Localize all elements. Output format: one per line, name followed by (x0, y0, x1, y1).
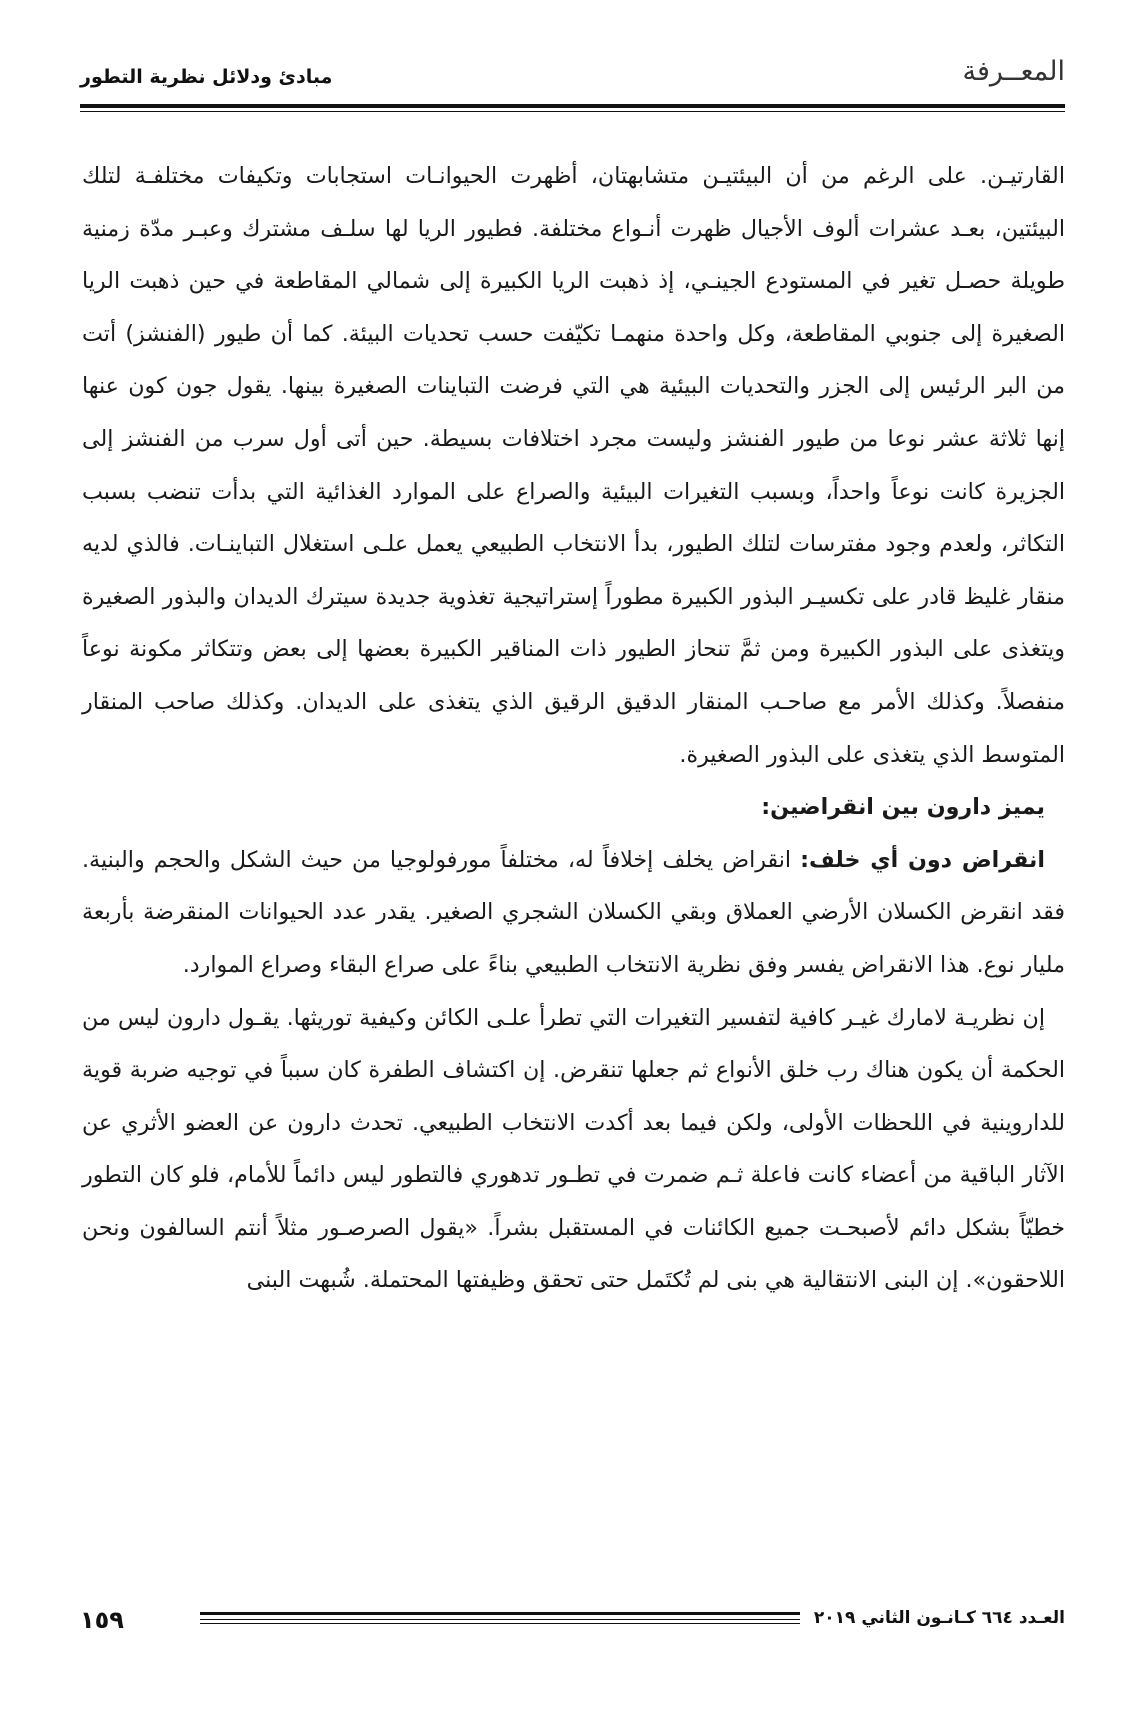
header-rule-thin (80, 111, 1065, 112)
article-body (82, 150, 1065, 1307)
paragraph-finches: القارتيـن. على الرغم من أن البيئتيـن متشابهتان، أظهرت الحيوانـات استجابات وتكيفات مختلفـة لتلك البيئتين، بعـد عشرات ألوف الأجيال ظهرت أنـواع مختلفة. فطيور الريا لها سلـف مشترك وعبـر مدّة زمنية طويلة حصـل تغير في المستودع الجينـي، إذ ذهبت الريا الكبيرة إلى شمالي المقاطعة في حين ذهبت الريا الصغيرة إلى جنوبي المقاطعة، وكل واحدة منهمـا تكيّفت حسب تحديات البيئة. كما أن طيور (الفنشز) أتت من البر الرئيس إلى الجزر والتحديات البيئية هي التي فرضت التباينات الصغيرة بينها. يقول جون كون عنها إنها ثلاثة عشر نوعا من طيور الفنشز وليست مجرد اختلافات بسيطة. حين أتى أول سرب من الفنشز إلى الجزيرة كانت نوعاً واحداً، وبسبب التغيرات البيئية والصراع على الموارد الغذائية التي بدأت تنضب بسبب التكاثر، ولعدم وجود مفترسات لتلك الطيور، بدأ الانتخاب الطبيعي يعمل علـى استغلال التباينـات. فالذي لديه منقار غليظ قادر على تكسيـر البذور الكبيرة مطوراً إستراتيجية تغذوية جديدة سيترك الديدان والبذور الصغيرة ويتغذى على البذور الكبيرة ومن ثمَّ تنحاز الطيور ذات المناقير الكبيرة بعضها إلى بعض وتتكاثر مكونة نوعاً منفصلاً. وكذلك الأمر مع صاحـب المنقار الدقيق الرقيق الذي يتغذى على الديدان. وكذلك صاحب المنقار المتوسط الذي يتغذى على البذور الصغيرة. (82, 163, 1065, 768)
running-title: مبادئ ودلائل نظرية التطور (80, 66, 333, 88)
paragraph-lamarck: إن نظريـة لامارك غيـر كافية لتفسير التغيرات التي تطرأ علـى الكائن وكيفية توريثها. يقـول دارون ليس من الحكمة أن يكون هناك رب خلق الأنواع ثم جعلها تنقرض. إن اكتشاف الطفرة كان سبباً في توجيه ضربة قوية للداروينية في اللحظات الأولى، ولكن فيما بعد أكدت الانتخاب الطبيعي. تحدث دارون عن العضو الأثري عن الآثار الباقية من أعضاء كانت فاعلة ثـم ضمرت في تطـور تدهوري فالتطور ليس دائماً للأمام، فلو كان التطور خطيّاً بشكل دائم لأصبحـت جميع الكائنات في المستقبل بشراً. «يقول الصرصـور مثلاً أنتم السالفون ونحن اللاحقون». إن البنى الانتقالية هي بنى لم تُكتَمل حتى تحقق وظيفتها المحتملة. شُبهت البنى (82, 1004, 1065, 1294)
paragraph-lead-term: انقراض دون أي خلف: (800, 846, 1045, 873)
paragraph-extinction-text: انقراض يخلف إخلافاً له، مختلفاً مورفولوجيا من حيث الشكل والحجم والبنية. فقد انقرض الكسلان الأرضي العملاق وبقي الكسلان الشجري الصغير. يقدر عدد الحيوانات المنقرضة بأربعة مليار نوع. هذا الانقراض يفسر وفق نظرية الانتخاب الطبيعي بناءً على صراع البقاء وصراع الموارد. (82, 846, 1065, 978)
section-heading: يميز دارون بين انقراضين: (761, 794, 1045, 821)
page-header (80, 52, 1065, 104)
footer-rule (200, 1619, 800, 1620)
page-number: ١٥٩ (80, 1606, 124, 1634)
page-footer (80, 1600, 1065, 1640)
issue-info: العـدد ٦٦٤ كـانـون الثاني ٢٠١٩ (813, 1608, 1065, 1628)
paragraph-extinction (82, 834, 1065, 992)
footer-rule (200, 1623, 800, 1624)
header-rule-thick (80, 104, 1065, 108)
footer-rule (200, 1612, 800, 1615)
magazine-logo: المعــرفة (962, 56, 1065, 87)
